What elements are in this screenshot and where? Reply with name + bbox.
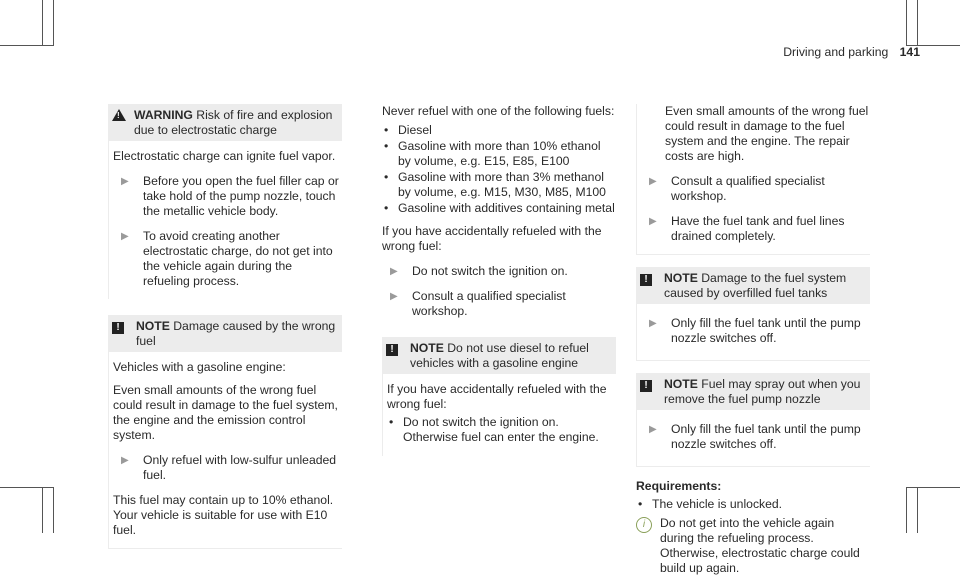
note-body [636,410,870,467]
note-paragraph: This fuel may contain up to 10% ethanol. Your vehicle is suitable for use with E10 fuel. [113,493,334,537]
arrow-icon: ▶ [649,424,657,435]
note-header [636,267,870,304]
crop-mark [906,0,907,46]
note-paragraph: Even small amounts of the wrong fuel could result in damage to the fuel system, the engine and the emission control system. [113,383,338,442]
note-step: ▶ Only fill the fuel tank until the pump nozzle switches off. [641,422,870,452]
warning-triangle-icon: ! [112,109,126,121]
arrow-icon: ▶ [649,216,657,227]
step: ▶ Consult a qualified specialist workshop. [641,174,870,204]
note-icon: ! [386,344,398,356]
crop-mark [0,487,54,488]
crop-mark [42,487,43,533]
note-text: Fuel may spray out when you remove the fuel pump nozzle [664,377,861,406]
accident-text: If you have accidentally refueled with the wrong fuel: [382,224,602,253]
step: ▶ Have the fuel tank and fuel lines drained completely. [641,214,870,244]
note-title: NOTE [136,319,170,333]
note-body [382,374,616,456]
arrow-icon: ▶ [121,455,129,466]
note-icon: ! [640,380,652,392]
column-1 [108,104,342,549]
note-text: Do not use diesel to refuel vehicles with a gasoline engine [410,341,589,370]
note-text: Damage to the fuel system caused by overfilled fuel tanks [664,271,847,300]
arrow-icon: ▶ [390,291,398,302]
note-body [636,304,870,361]
note-paragraph: Vehicles with a gasoline engine: [113,360,286,374]
running-header [783,45,920,60]
crop-mark [42,0,43,46]
warning-header [108,104,342,141]
note-text: Damage caused by the wrong fuel [136,319,336,348]
arrow-icon: ▶ [121,231,129,242]
note-body [108,352,342,549]
crop-mark [906,487,907,533]
note-paragraph: If you have accidentally refueled with the wrong fuel: [387,382,607,411]
info-note [636,516,870,576]
note-header [108,315,342,352]
fuels-intro: Never refuel with one of the following fuels: [382,104,615,118]
list-item: • Gasoline with more than 3% methanol by volume, e.g. M15, M30, M85, M100 [384,170,606,199]
arrow-icon: ▶ [121,176,129,187]
info-icon: i [636,517,652,533]
warning-body [108,141,342,299]
crop-mark [906,487,960,488]
crop-mark [53,487,54,533]
note-step: ▶ Only fill the fuel tank until the pump nozzle switches off. [641,316,870,346]
page-number: 141 [899,45,920,59]
step: ▶ Consult a qualified specialist workshop. [382,289,616,319]
note-title: NOTE [410,341,444,355]
fuel-list [382,123,616,216]
note-step: ▶ Only refuel with low-sulfur unleaded fuel. [113,453,342,483]
note-paragraph: Even small amounts of the wrong fuel could result in damage to the fuel system and the engine. The repair costs are high. [665,104,869,163]
note-list [387,415,616,445]
note-continued [636,104,870,255]
requirements-list [636,497,870,512]
warning-text: Risk of fire and explosion due to electrostatic charge [134,108,333,137]
arrow-icon: ▶ [649,176,657,187]
crop-mark [0,45,54,46]
section-title: Driving and parking [783,45,889,59]
note-icon: ! [640,274,652,286]
arrow-icon: ▶ [649,318,657,329]
warning-title: WARNING [134,108,193,122]
list-item: • The vehicle is unlocked. [638,497,783,511]
note-icon: ! [112,322,124,334]
note-title: NOTE [664,271,698,285]
step: ▶ Do not switch the ignition on. [382,264,616,279]
crop-mark [53,0,54,46]
warning-intro: Electrostatic charge can ignite fuel vapor. [113,149,336,163]
column-2 [382,104,616,456]
crop-mark [917,0,918,46]
list-item: • Diesel [384,123,432,137]
note-title: NOTE [664,377,698,391]
info-text: Do not get into the vehicle again during the refueling process. Otherwise, electrostatic charge could build up again. [660,516,860,575]
column-3 [636,104,870,576]
note-header [636,373,870,410]
list-item: • Gasoline with more than 10% ethanol by volume, e.g. E15, E85, E100 [384,139,601,168]
crop-mark [917,487,918,533]
requirements-title: Requirements: [636,479,722,493]
arrow-icon: ▶ [390,266,398,277]
warning-step: ▶ To avoid creating another electrostatic charge, do not get into the vehicle again during the refueling process. [113,229,342,289]
list-item: • Do not switch the ignition on. Otherwise fuel can enter the engine. [389,415,599,444]
note-header [382,337,616,374]
warning-step: ▶ Before you open the fuel filler cap or take hold of the pump nozzle, touch the metallic vehicle body. [113,174,342,219]
list-item: • Gasoline with additives containing metal [384,201,615,215]
